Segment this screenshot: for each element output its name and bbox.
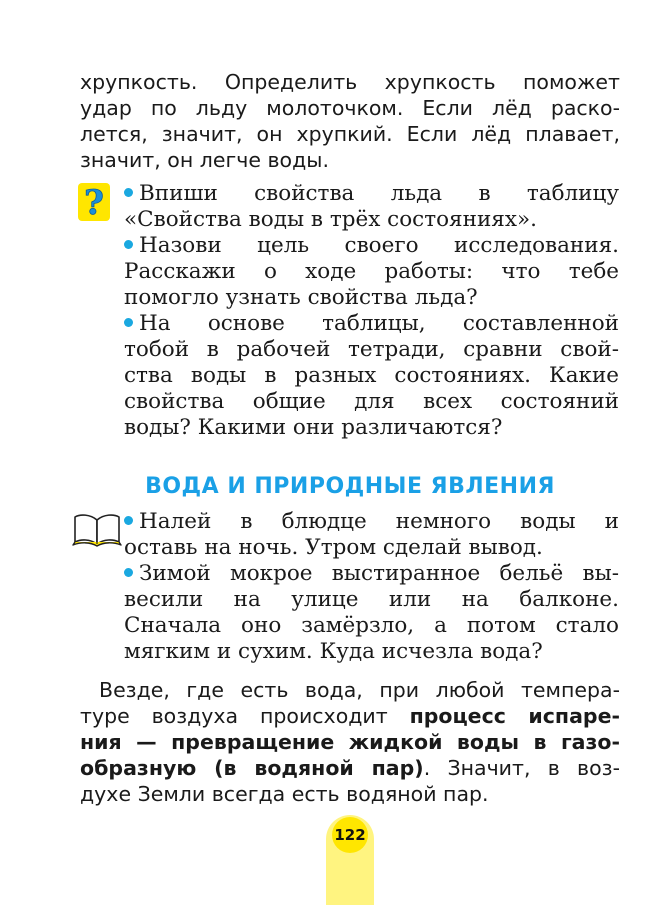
question-3-line-5: воды? Какими они различаются? bbox=[124, 415, 503, 440]
bullet-icon bbox=[124, 568, 133, 577]
svg-text:?: ? bbox=[84, 183, 104, 222]
task-2-line-3: Сначала оно замёрзло, а потом стало bbox=[124, 613, 619, 638]
task-2-line-4: мягким и сухим. Куда исчезла вода? bbox=[124, 639, 543, 664]
conclusion-line-4: образную (в водяной пар). Значит, в воз- bbox=[80, 756, 620, 780]
bullet-icon bbox=[124, 240, 133, 249]
conclusion-line-3: ния — превращение жидкой воды в газо- bbox=[80, 730, 620, 754]
intro-line-2: удар по льду молоточком. Если лёд раско- bbox=[80, 96, 620, 120]
bullet-icon bbox=[124, 318, 133, 327]
question-1-line-1: Впиши свойства льда в таблицу bbox=[124, 181, 619, 207]
question-3-line-4: свойства общие для всех состояний bbox=[124, 389, 619, 414]
conclusion-line-2: туре воздуха происходит процесс испаре- bbox=[80, 704, 620, 728]
question-3-line-2: тобой в рабочей тетради, сравни свой- bbox=[124, 337, 619, 362]
question-icon bbox=[77, 182, 111, 222]
bullet-icon bbox=[124, 516, 133, 525]
question-2-line-1: Назови цель своего исследования. bbox=[124, 233, 619, 259]
question-2-line-3: помогло узнать свойства льда? bbox=[124, 285, 478, 310]
task-2-line-2: весили на улице или на балконе. bbox=[124, 587, 619, 612]
task-2-line-1: Зимой мокрое выстиранное бельё вы- bbox=[124, 561, 619, 587]
intro-line-3: лется, значит, он хрупкий. Если лёд плавает, bbox=[80, 122, 620, 146]
conclusion-line-1: Везде, где есть вода, при любой темпера- bbox=[99, 678, 620, 702]
question-3-line-1: На основе таблицы, составленной bbox=[124, 311, 619, 337]
task-1-line-1: Налей в блюдце немного воды и bbox=[124, 509, 619, 535]
task-1-line-2: оставь на ночь. Утром сделай вывод. bbox=[124, 535, 543, 560]
intro-line-4: значит, он легче воды. bbox=[80, 148, 329, 172]
question-1-line-2: «Свойства воды в трёх состояниях». bbox=[124, 207, 537, 232]
open-book-icon bbox=[72, 508, 122, 548]
conclusion-line-5: духе Земли всегда есть водяной пар. bbox=[80, 782, 489, 806]
intro-line-1: хрупкость. Определить хрупкость поможет bbox=[80, 70, 620, 94]
section-title: ВОДА И ПРИРОДНЫЕ ЯВЛЕНИЯ bbox=[145, 474, 555, 499]
question-2-line-2: Расскажи о ходе работы: что тебе bbox=[124, 259, 619, 284]
question-3-line-3: ства воды в разных состояниях. Какие bbox=[124, 363, 619, 388]
page-number: 122 bbox=[332, 817, 368, 853]
bullet-icon bbox=[124, 188, 133, 197]
